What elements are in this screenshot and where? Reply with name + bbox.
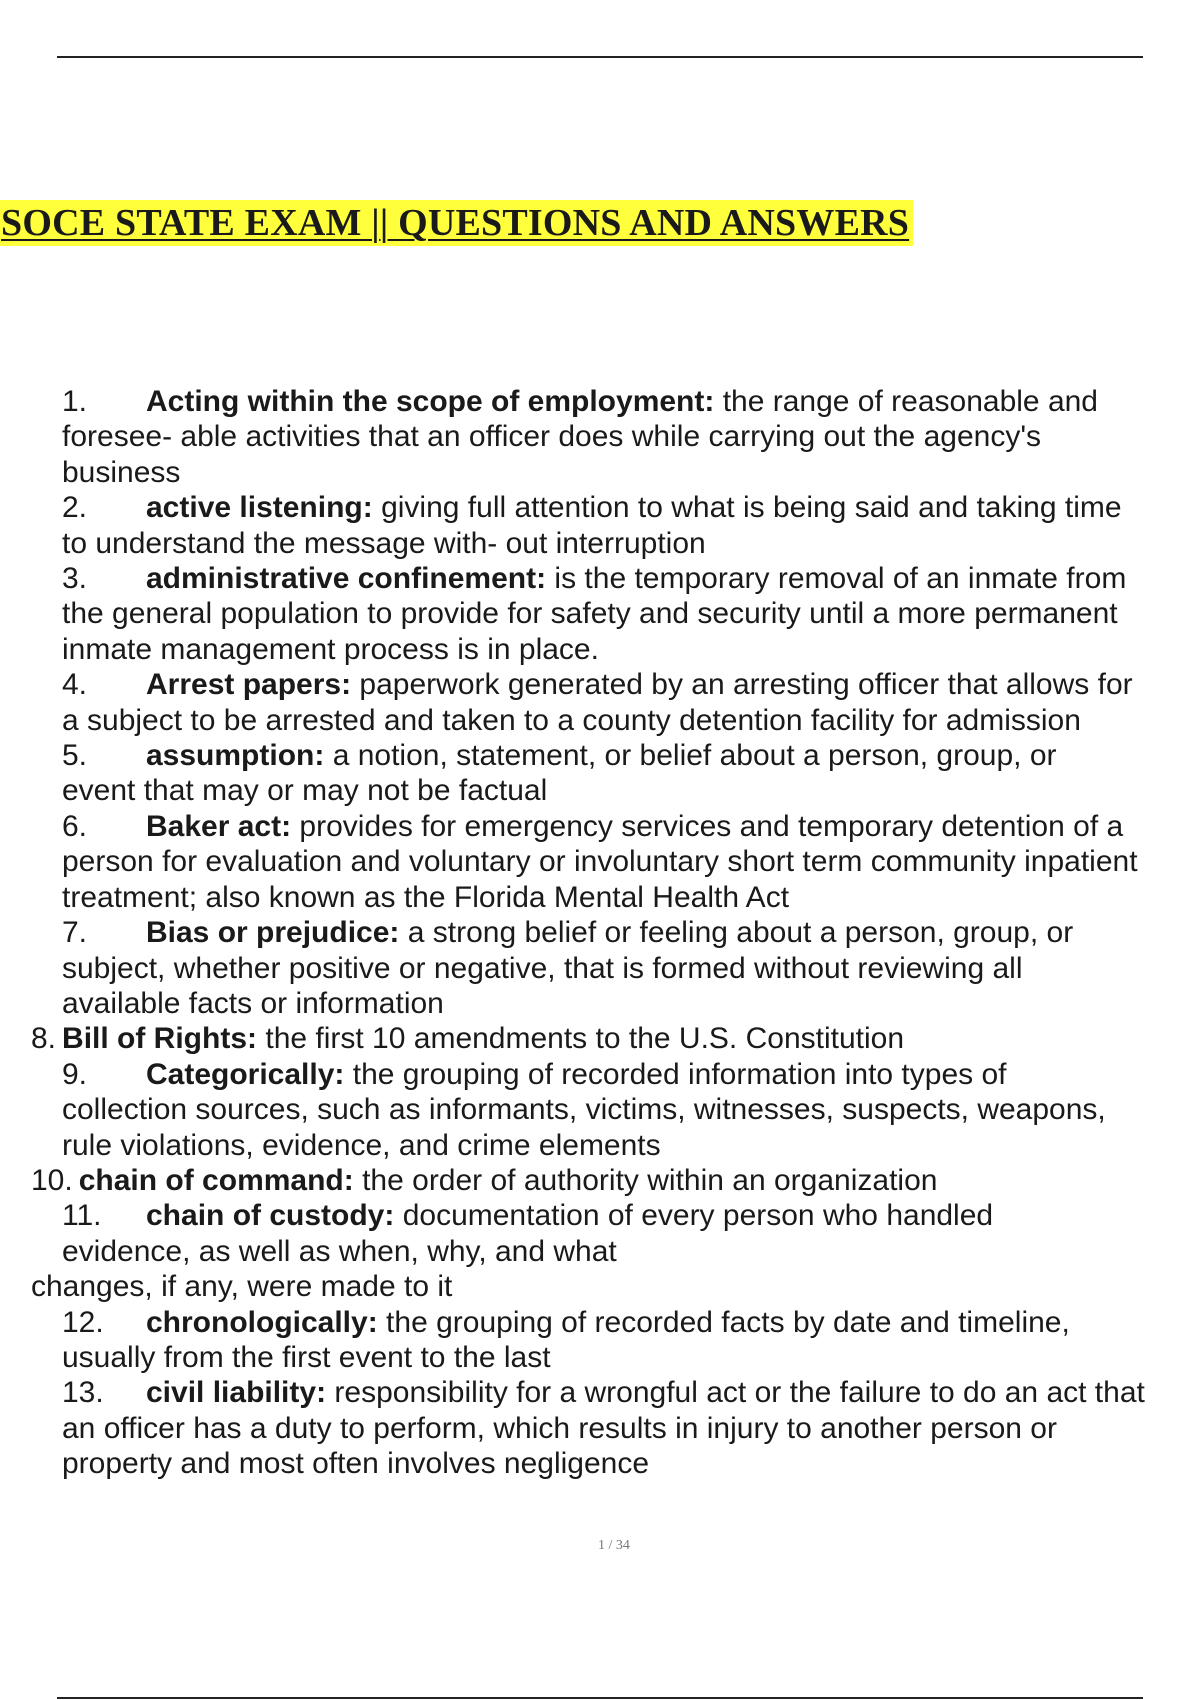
entry-term: administrative confinement:: [146, 562, 547, 596]
entry-number: 7.: [62, 916, 88, 950]
entry-definition: documentation of every person who handled evidence, as well as when, why, and what: [62, 1199, 994, 1268]
glossary-entry: [0, 384, 1138, 490]
entry-definition: giving full attention to what is being said and taking time to understand the message with- out interruption: [62, 491, 1122, 560]
entry-definition: the grouping of recorded facts by date and timeline, usually from the first event to the last: [62, 1305, 1070, 1374]
glossary-entry: [0, 1021, 1200, 1056]
entry-number: 6.: [62, 809, 88, 843]
entry-number: 12.: [62, 1305, 104, 1339]
entry-number: 2.: [62, 491, 88, 525]
entry-term: assumption:: [146, 739, 325, 773]
document-title: SOCE STATE EXAM || QUESTIONS AND ANSWERS: [0, 200, 913, 246]
entry-definition: responsibility for a wrongful act or the failure to do an act that an officer has a duty to perform, which results in injury to another person or property and most often involves negligence: [62, 1376, 1145, 1481]
bottom-rule: [57, 1697, 1143, 1699]
entry-number: 8.: [31, 1022, 57, 1056]
entry-definition: the order of authority within an organization: [362, 1163, 938, 1197]
entry-definition-line: person for evaluation and voluntary or involuntary short term community inpatient: [62, 845, 1138, 879]
glossary-entry: [0, 667, 1138, 738]
entry-term: Arrest papers:: [146, 668, 352, 702]
glossary-entry: [0, 1198, 1100, 1304]
glossary-entry: [0, 1305, 1138, 1376]
glossary-entry: [0, 809, 1138, 915]
glossary-entry: [0, 1375, 1150, 1481]
entry-number: 9.: [62, 1057, 88, 1091]
entry-definition: a strong belief or feeling about a person, group, or subject, whether positive or negative, that is formed without reviewing all available facts or information: [62, 916, 1074, 1020]
glossary-list: [0, 384, 1200, 1482]
entry-definition: the grouping of recorded information into types of collection sources, such as informants, victims, witnesses, suspects, weapons, rule violations, evidence, and crime elements: [62, 1057, 1106, 1162]
entry-definition: provides for emergency services and temporary detention of a: [299, 809, 1124, 843]
glossary-entry: [0, 1057, 1138, 1163]
entry-term: chain of command:: [78, 1163, 354, 1197]
entry-number: 11.: [62, 1199, 102, 1233]
entry-definition: the first 10 amendments to the U.S. Constitution: [265, 1022, 905, 1056]
glossary-entry: [0, 1163, 1200, 1198]
entry-term: Categorically:: [146, 1057, 345, 1091]
entry-number: 1.: [62, 385, 88, 418]
entry-term: chain of custody:: [146, 1199, 395, 1233]
entry-term: civil liability:: [146, 1376, 327, 1410]
entry-number: 4.: [62, 668, 88, 702]
entry-definition: paperwork generated by an arresting officer that allows for a subject to be arrested and taken to a county detention facility for admission: [62, 668, 1133, 737]
entry-number: 5.: [62, 739, 88, 773]
entry-term: chronologically:: [146, 1305, 378, 1339]
entry-definition: a notion, statement, or belief about a person, group, or event that may or may not be factual: [62, 739, 1057, 808]
entry-definition-line: treatment; also known as the Florida Mental Health Act: [62, 880, 790, 914]
entry-term: active listening:: [146, 491, 373, 525]
glossary-entry: [0, 915, 1138, 1021]
entry-number: 3.: [62, 562, 88, 596]
entry-definition: the range of reasonable and foresee- able activities that an officer does while carrying out the agency's business: [62, 385, 1098, 489]
entry-term: Acting within the scope of employment:: [146, 385, 715, 418]
entry-term: Bias or prejudice:: [146, 916, 400, 950]
glossary-entry: [0, 738, 1138, 809]
entry-term: Bill of Rights:: [62, 1022, 258, 1056]
entry-number: 13.: [62, 1376, 104, 1410]
entry-definition-continuation: changes, if any, were made to it: [31, 1270, 453, 1304]
entry-term: Baker act:: [146, 809, 292, 843]
entry-definition: is the temporary removal of an inmate from the general population to provide for safety and security until a more permanent inmate management process is in place.: [62, 562, 1127, 666]
glossary-entry: [0, 490, 1138, 561]
page-number: 1 / 34: [598, 1538, 630, 1553]
top-rule: [57, 56, 1143, 58]
entry-number: 10.: [31, 1163, 73, 1197]
glossary-entry: [0, 561, 1150, 667]
